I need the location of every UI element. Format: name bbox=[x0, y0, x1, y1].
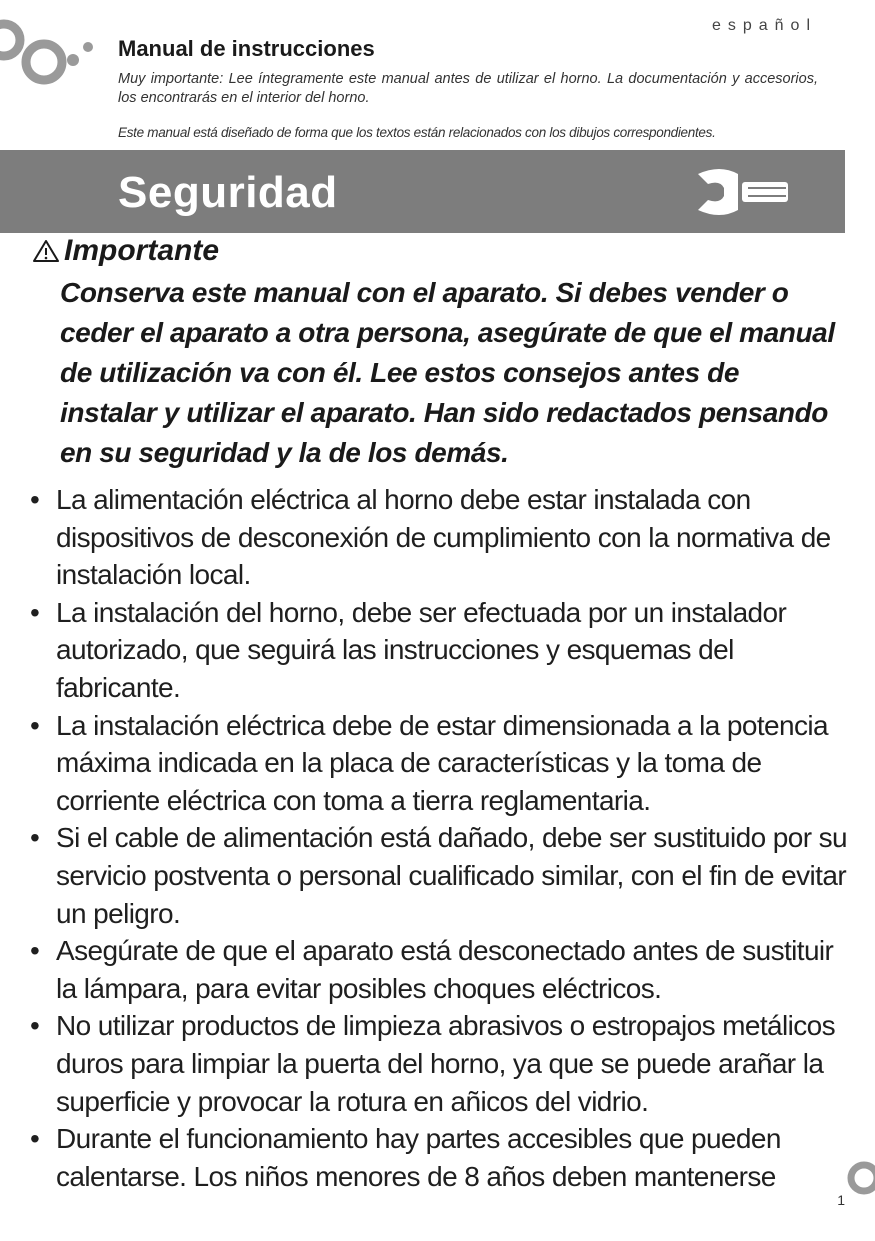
list-item-text: Si el cable de alimentación está dañado, debe ser sustituido por su servicio postventa o personal cualificado similar, con el fin de evitar un peligro. bbox=[56, 822, 847, 929]
list-item bbox=[28, 1007, 848, 1120]
bullet-icon: • bbox=[30, 822, 40, 854]
list-item-text: La alimentación eléctrica al horno debe estar instalada con dispositivos de desconexión de cumplimiento con la normativa de instalación local. bbox=[56, 484, 831, 591]
language-label: español bbox=[711, 17, 817, 34]
bullet-icon: • bbox=[30, 935, 40, 967]
list-item bbox=[28, 594, 848, 707]
section-banner bbox=[0, 150, 845, 233]
list-item bbox=[28, 481, 848, 594]
list-item bbox=[28, 932, 848, 1007]
list-item-text: No utilizar productos de limpieza abrasivos o estropajos metálicos duros para limpiar la puerta del horno, ya que se puede arañar la superficie y provocar la rotura en añicos del vidrio. bbox=[56, 1010, 836, 1117]
brand-logo-icon bbox=[0, 18, 100, 98]
list-item bbox=[28, 707, 848, 820]
warning-icon bbox=[32, 239, 60, 263]
intro-text: Muy importante: Lee íntegramente este manual antes de utilizar el horno. La documentación y accesorios, los encontrarás en el interior del horno. bbox=[118, 71, 818, 106]
bullet-icon: • bbox=[30, 709, 40, 741]
manual-note: Este manual está diseñado de forma que los textos están relacionados con los dibujos correspondientes. bbox=[118, 125, 716, 140]
important-text: Conserva este manual con el aparato. Si debes vender o ceder el aparato a otra persona, asegúrate de que el manual de utilización va con él. Lee estos consejos antes de instalar y utilizar el aparato. Han sido redactados pensando en su seguridad y la de los demás. bbox=[60, 277, 835, 468]
list-item bbox=[28, 819, 848, 932]
safety-list bbox=[28, 481, 848, 1195]
wrench-icon bbox=[690, 160, 790, 224]
list-item-text: Durante el funcionamiento hay partes accesibles que pueden calentarse. Los niños menores de 8 años deben mantenerse bbox=[56, 1123, 781, 1192]
bullet-icon: • bbox=[30, 484, 40, 515]
page-number: 1 bbox=[837, 1192, 845, 1208]
list-item-text: La instalación eléctrica debe de estar dimensionada a la potencia máxima indicada en la placa de características y la toma de corriente eléctrica con toma a tierra reglamentaria. bbox=[56, 709, 828, 816]
list-item bbox=[28, 1120, 848, 1195]
page-marker-icon bbox=[846, 1160, 875, 1196]
important-heading-label: Importante bbox=[64, 234, 220, 267]
bullet-icon: • bbox=[30, 1010, 40, 1042]
manual-title: Manual de instrucciones bbox=[118, 36, 375, 61]
bullet-icon: • bbox=[30, 1123, 40, 1155]
list-item-text: La instalación del horno, debe ser efectuada por un instalador autorizado, que seguirá las instrucciones y esquemas del fabricante. bbox=[56, 596, 787, 703]
list-item-text: Asegúrate de que el aparato está desconectado antes de sustituir la lámpara, para evitar posibles choques eléctricos. bbox=[56, 935, 834, 1004]
section-title: Seguridad bbox=[118, 168, 338, 217]
important-heading bbox=[32, 234, 219, 268]
bullet-icon: • bbox=[30, 596, 40, 628]
